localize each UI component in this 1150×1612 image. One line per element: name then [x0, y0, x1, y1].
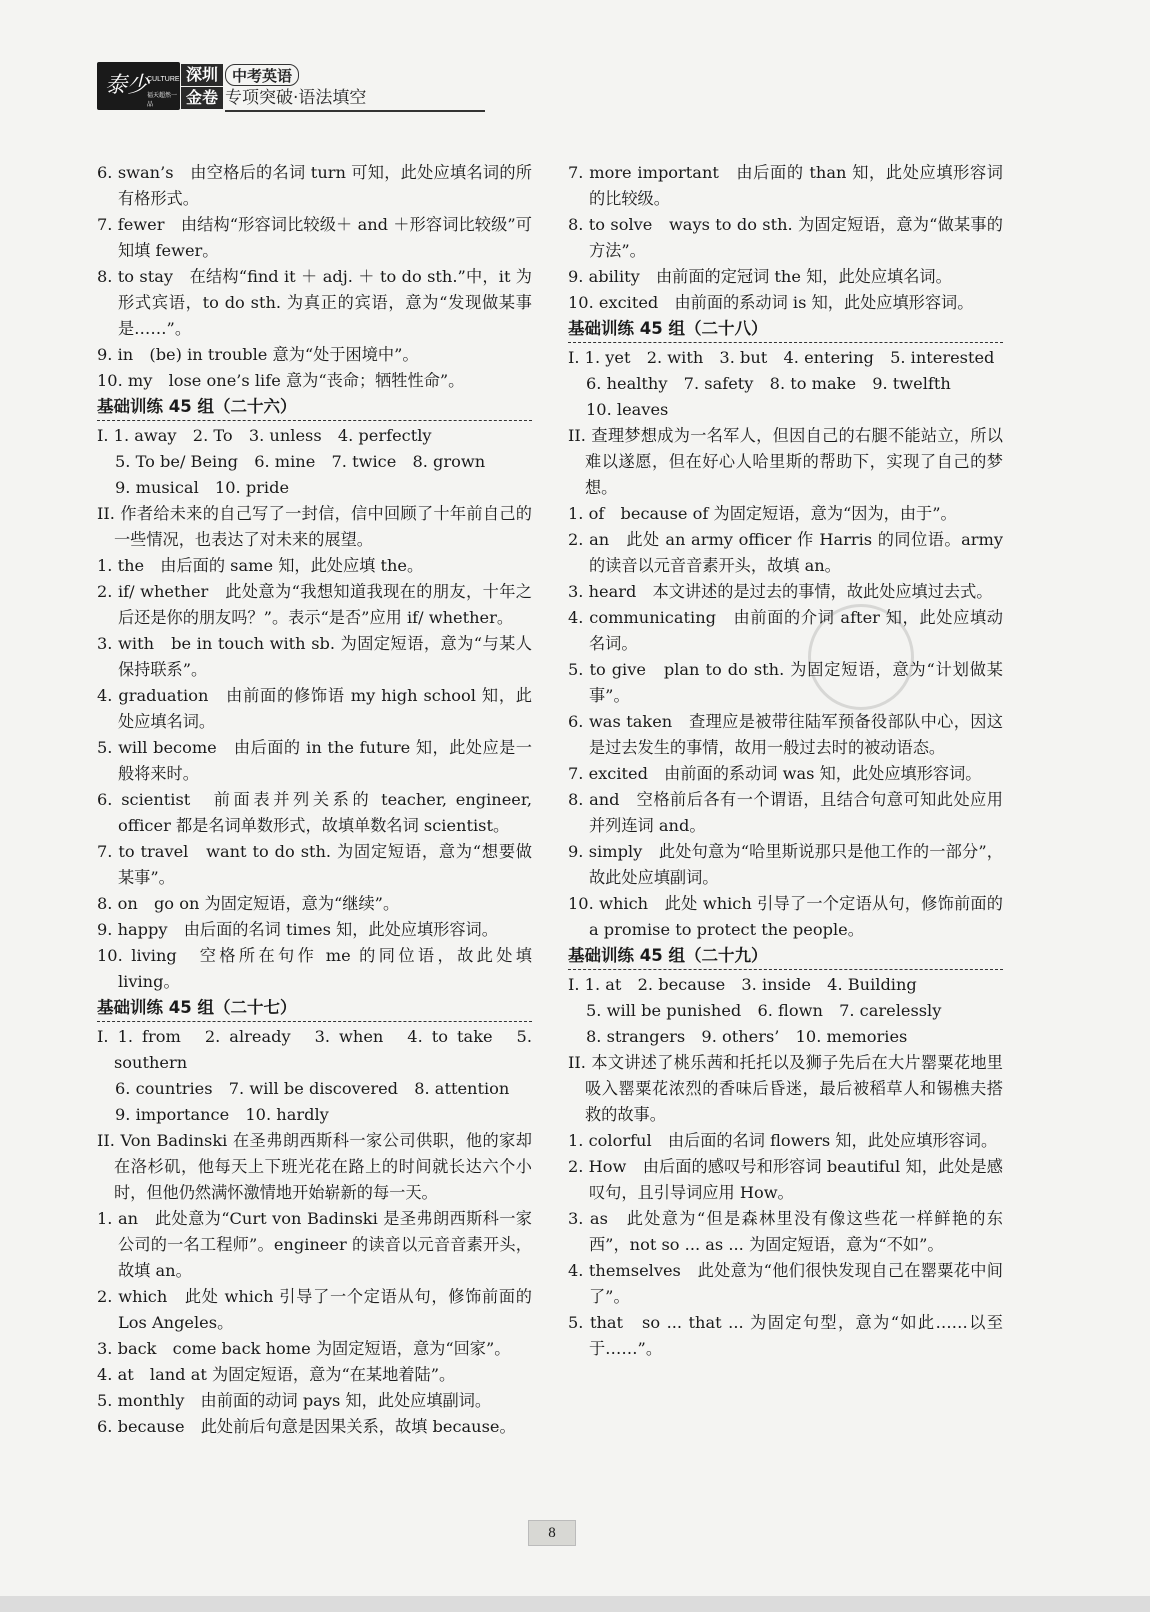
answer-explanation: 3. with be in touch with sb. 为固定短语，意为“与某人保持联系”。	[97, 634, 532, 679]
brand-en: CULTURE	[147, 76, 180, 83]
answer-explanation: 3. back come back home 为固定短语，意为“回家”。	[97, 1339, 511, 1358]
answer-explanation: 2. if/ whether 此处意为“我想知道我现在的朋友，十年之后还是你的朋友吗？”。表示“是否”应用 if/ whether。	[97, 582, 532, 627]
page-number: 8	[528, 1520, 576, 1546]
answer-explanation: 9. happy 由后面的名词 times 知，此处应填形容词。	[97, 920, 498, 939]
answer-explanation: 7. fewer 由结构“形容词比较级＋ and ＋形容词比较级”可知填 fewer。	[97, 215, 532, 260]
answer-explanation: 7. to travel want to do sth. 为固定短语，意为“想要做某事”。	[97, 842, 532, 887]
answer-explanation: 8. and 空格前后各有一个谓语，且结合句意可知此处应用并列连词 and。	[568, 790, 1003, 835]
answer-group: II. 查理梦想成为一名军人，但因自己的右腿不能站立，所以难以遂愿，但在好心人哈里斯的帮助下，实现了自己的梦想。	[568, 426, 1003, 497]
answer-explanation: 1. the 由后面的 same 知，此处应填 the。	[97, 556, 424, 575]
page-header	[97, 62, 417, 112]
answer-group-line: 9. musical 10. pride	[115, 478, 290, 497]
answer-explanation: 2. an 此处 an army officer 作 Harris 的同位语。army 的读音以元音音素开头，故填 an。	[568, 530, 1003, 575]
answer-explanation: 5. to give plan to do sth. 为固定短语，意为“计划做某事”。	[568, 660, 1003, 705]
answer-explanation: 7. excited 由前面的系动词 was 知，此处应填形容词。	[568, 764, 982, 783]
section-heading: 基础训练 45 组（二十九）	[568, 944, 1003, 970]
answer-explanation: 6. scientist 前面表并列关系的 teacher, engineer, officer 都是名词单数形式，故填单数名词 scientist。	[97, 790, 532, 835]
answer-explanation: 6. was taken 查理应是被带往陆军预备役部队中心，因这是过去发生的事情，故用一般过去时的被动语态。	[568, 712, 1003, 757]
answer-explanation: 1. of because of 为固定短语，意为“因为，由于”。	[568, 504, 957, 523]
answer-explanation: 10. my lose one’s life 意为“丧命；牺牲性命”。	[97, 371, 465, 390]
answer-explanation: 2. How 由后面的感叹号和形容词 beautiful 知，此处是感叹句，且引导词应用 How。	[568, 1157, 1003, 1202]
answer-explanation: 3. as 此处意为“但是森林里没有像这些花一样鲜艳的东西”，not so ... as ... 为固定短语，意为“不如”。	[568, 1209, 1003, 1254]
answer-group: II. 本文讲述了桃乐茜和托托以及狮子先后在大片罂粟花地里吸入罂粟花浓烈的香味后昏迷，最后被稻草人和锡樵夫搭救的故事。	[568, 1053, 1003, 1124]
brand-name: 泰少	[105, 73, 150, 98]
answer-explanation: 10. living 空格所在句作 me 的同位语，故此处填 living。	[97, 946, 532, 991]
answer-explanation: 4. graduation 由前面的修饰语 my high school 知，此处应填名词。	[97, 686, 532, 731]
answer-explanation: 4. themselves 此处意为“他们很快发现自己在罂粟花中间了”。	[568, 1261, 1003, 1306]
header-divider	[225, 110, 485, 112]
bottom-bar	[0, 1596, 1150, 1612]
section-heading: 基础训练 45 组（二十七）	[97, 996, 532, 1022]
answer-group-line: 6. healthy 7. safety 8. to make 9. twelfth	[586, 374, 951, 393]
answer-group-line: 6. countries 7. will be discovered 8. attention	[115, 1079, 510, 1098]
answer-explanation: 6. because 此处前后句意是因果关系，故填 because。	[97, 1417, 516, 1436]
answer-group: I. 1. yet 2. with 3. but 4. entering 5. interested	[568, 348, 995, 367]
answer-explanation: 1. colorful 由后面的名词 flowers 知，此处应填形容词。	[568, 1131, 998, 1150]
answer-group: I. 1. away 2. To 3. unless 4. perfectly	[97, 426, 432, 445]
answer-explanation: 8. to stay 在结构“find it ＋ adj. ＋ to do sth.”中，it 为形式宾语，to do sth. 为真正的宾语，意为“发现做某事是……”。	[97, 267, 532, 338]
header-subject: 中考英语	[225, 64, 299, 86]
answer-group: II. Von Badinski 在圣弗朗西斯科一家公司供职，他的家却在洛杉矶，他每天上下班光花在路上的时间就长达六个小时，但他仍然满怀激情地开始崭新的每一天。	[97, 1131, 532, 1202]
answer-group: II. 作者给未来的自己写了一封信，信中回顾了十年前自己的一些情况，也表达了对未来的展望。	[97, 504, 532, 549]
answer-explanation: 5. that so ... that ... 为固定句型，意为“如此……以至于……”。	[568, 1313, 1003, 1358]
answer-explanation: 5. monthly 由前面的动词 pays 知，此处应填副词。	[97, 1391, 492, 1410]
answer-group: I. 1. from 2. already 3. when 4. to take 5. southern	[97, 1027, 532, 1072]
answer-group-line: 10. leaves	[586, 400, 669, 419]
answer-explanation: 8. to solve ways to do sth. 为固定短语，意为“做某事的方法”。	[568, 215, 1003, 260]
answer-explanation: 9. in (be) in trouble 意为“处于困境中”。	[97, 345, 419, 364]
right-column	[568, 160, 1003, 1362]
answer-explanation: 7. more important 由后面的 than 知，此处应填形容词的比较级。	[568, 163, 1003, 208]
answer-explanation: 4. communicating 由前面的介词 after 知，此处应填动名词。	[568, 608, 1003, 653]
answer-explanation: 9. ability 由前面的定冠词 the 知，此处应填名词。	[568, 267, 952, 286]
header-city: 深圳	[181, 64, 223, 86]
header-topic: 专项突破·语法填空	[225, 88, 367, 108]
header-series: 金卷	[181, 87, 223, 109]
answer-explanation: 3. heard 本文讲述的是过去的事情，故此处应填过去式。	[568, 582, 993, 601]
answer-explanation: 10. excited 由前面的系动词 is 知，此处应填形容词。	[568, 293, 974, 312]
answer-explanation: 8. on go on 为固定短语，意为“继续”。	[97, 894, 400, 913]
brand-tag: 福天超然一品	[147, 93, 178, 108]
answer-group-line: 5. will be punished 6. flown 7. carelessly	[586, 1001, 942, 1020]
answer-explanation: 4. at land at 为固定短语，意为“在某地着陆”。	[97, 1365, 456, 1384]
answer-explanation: 10. which 此处 which 引导了一个定语从句，修饰前面的 a promise to protect the people。	[568, 894, 1003, 939]
left-column	[97, 160, 532, 1440]
section-heading: 基础训练 45 组（二十八）	[568, 317, 1003, 343]
answer-group-line: 8. strangers 9. others’ 10. memories	[586, 1027, 908, 1046]
answer-explanation: 2. which 此处 which 引导了一个定语从句，修饰前面的 Los Angeles。	[97, 1287, 532, 1332]
answer-group-line: 5. To be/ Being 6. mine 7. twice 8. grown	[115, 452, 486, 471]
answer-explanation: 6. swan’s 由空格后的名词 turn 可知，此处应填名词的所有格形式。	[97, 163, 532, 208]
answer-explanation: 1. an 此处意为“Curt von Badinski 是圣弗朗西斯科一家公司的一名工程师”。engineer 的读音以元音音素开头，故填 an。	[97, 1209, 532, 1280]
answer-group: I. 1. at 2. because 3. inside 4. Building	[568, 975, 917, 994]
section-heading: 基础训练 45 组（二十六）	[97, 395, 532, 421]
brand-logo	[97, 62, 180, 110]
answer-explanation: 9. simply 此处句意为“哈里斯说那只是他工作的一部分”，故此处应填副词。	[568, 842, 1003, 887]
answer-group-line: 9. importance 10. hardly	[115, 1105, 329, 1124]
answer-explanation: 5. will become 由后面的 in the future 知，此处应是一般将来时。	[97, 738, 532, 783]
